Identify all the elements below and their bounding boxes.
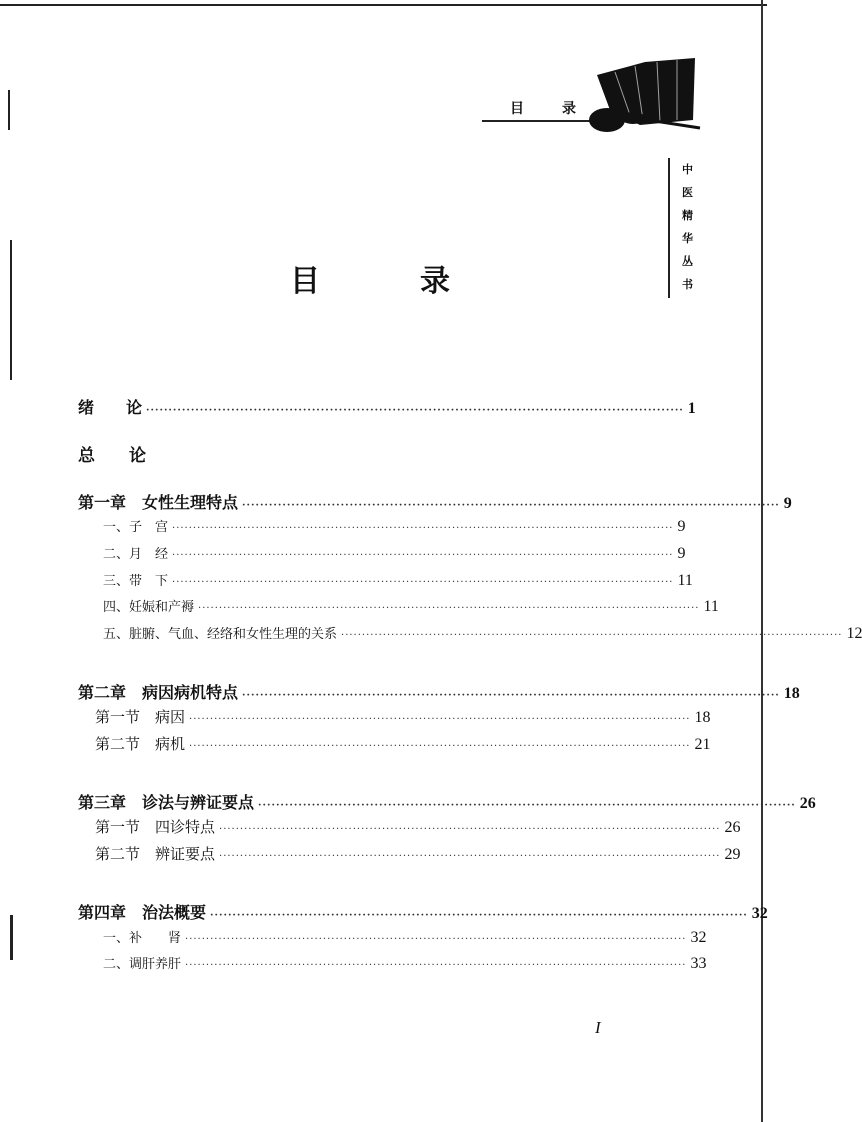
toc-entry-label: 二、调肝养肝 bbox=[103, 957, 182, 972]
toc-entry-page: 26 bbox=[724, 819, 741, 836]
toc-entry-page: 9 bbox=[677, 545, 686, 562]
dot-leader: ························································································································ bbox=[172, 523, 674, 534]
series-name-vertical bbox=[668, 158, 693, 298]
scan-edge-mark bbox=[10, 915, 13, 960]
title-char: 目 bbox=[290, 264, 320, 299]
toc-entry-page: 29 bbox=[724, 846, 741, 863]
toc-entry[interactable] bbox=[103, 570, 693, 590]
toc-entry[interactable] bbox=[103, 543, 686, 563]
dot-leader: ························································································································ bbox=[189, 714, 691, 725]
toc-entry-page: 21 bbox=[694, 736, 711, 753]
page-top-border bbox=[0, 4, 767, 6]
toc-entry-label: 三、带 下 bbox=[103, 574, 169, 589]
toc-entry-label: 第一章 女性生理特点 bbox=[78, 493, 239, 512]
toc-entry-label: 第二节 病机 bbox=[95, 735, 186, 753]
series-char: 丛 bbox=[682, 255, 693, 268]
series-char: 中 bbox=[682, 163, 693, 176]
dot-leader: ························································································································ bbox=[341, 630, 843, 641]
toc-entry-page: 18 bbox=[783, 685, 800, 702]
toc-entry[interactable] bbox=[103, 953, 707, 973]
toc-entry-label: 二、月 经 bbox=[103, 547, 169, 562]
series-char: 书 bbox=[682, 278, 693, 291]
series-char: 医 bbox=[682, 186, 693, 199]
dot-leader: ························································································································ bbox=[210, 910, 748, 921]
toc-entry[interactable] bbox=[95, 733, 711, 754]
series-char: 华 bbox=[682, 232, 693, 245]
toc-entry[interactable] bbox=[95, 706, 711, 727]
page-right-border bbox=[761, 0, 763, 1122]
toc-entry-page: 9 bbox=[783, 495, 792, 512]
toc-entry[interactable] bbox=[103, 596, 719, 616]
dot-leader: ························································································································ bbox=[146, 405, 684, 416]
toc-entry-page: 33 bbox=[690, 955, 707, 972]
page-number: I bbox=[595, 1018, 601, 1037]
toc-entry[interactable] bbox=[103, 927, 707, 947]
toc-entry-page: 32 bbox=[751, 905, 768, 922]
toc-entry[interactable] bbox=[95, 843, 741, 864]
toc-entry-label: 四、妊娠和产褥 bbox=[103, 600, 195, 615]
header-char: 录 bbox=[562, 101, 576, 117]
toc-section-heading: 总 论 bbox=[78, 446, 146, 466]
header-char: 目 bbox=[510, 101, 524, 117]
dot-leader: ························································································································ bbox=[219, 824, 721, 835]
toc-entry-page: 12 bbox=[846, 625, 862, 642]
toc-entry-label: 第四章 治法概要 bbox=[78, 903, 207, 922]
toc-entry-label: 第三章 诊法与辨证要点 bbox=[78, 793, 255, 812]
toc-entry-page: 26 bbox=[799, 795, 816, 812]
dot-leader: ························································································································ bbox=[185, 934, 687, 945]
toc-entry[interactable] bbox=[78, 395, 696, 418]
running-header bbox=[482, 100, 597, 122]
toc-entry-label: 第二章 病因病机特点 bbox=[78, 683, 239, 702]
dot-leader: ························································································································ bbox=[198, 603, 700, 614]
dot-leader: ························································································································ bbox=[189, 741, 691, 752]
toc-entry-page: 11 bbox=[703, 598, 719, 615]
dot-leader: ························································································································ bbox=[219, 851, 721, 862]
dot-leader: ························································································································ bbox=[242, 500, 780, 511]
toc-entry-label: 第一节 四诊特点 bbox=[95, 818, 216, 836]
toc-entry[interactable] bbox=[78, 680, 800, 703]
toc-entry-label: 一、子 宫 bbox=[103, 520, 169, 535]
toc-entry[interactable] bbox=[103, 516, 686, 536]
scan-edge-mark bbox=[10, 240, 12, 380]
toc-entry-label: 第二节 辨证要点 bbox=[95, 845, 216, 863]
title-char: 录 bbox=[420, 264, 450, 299]
toc-entry-page: 18 bbox=[694, 709, 711, 726]
toc-entry-label: 一、补 肾 bbox=[103, 931, 182, 946]
page-title bbox=[290, 256, 450, 300]
scan-edge-mark bbox=[8, 90, 10, 130]
toc-entry-page: 11 bbox=[677, 572, 693, 589]
toc-entry-label: 第一节 病因 bbox=[95, 708, 186, 726]
dot-leader: ························································································································ bbox=[242, 690, 780, 701]
dot-leader: ························································································································ bbox=[172, 550, 674, 561]
toc-entry-page: 1 bbox=[687, 400, 696, 417]
toc-entry-page: 9 bbox=[677, 518, 686, 535]
series-char: 精 bbox=[682, 209, 693, 222]
toc-entry-page: 32 bbox=[690, 929, 707, 946]
toc-entry[interactable] bbox=[103, 623, 862, 643]
toc-entry-label: 绪 论 bbox=[78, 398, 143, 417]
dot-leader: ························································································································ bbox=[258, 800, 796, 811]
toc-entry[interactable] bbox=[95, 816, 741, 837]
toc-entry[interactable] bbox=[78, 900, 768, 923]
toc-entry[interactable] bbox=[78, 490, 792, 513]
dot-leader: ························································································································ bbox=[172, 577, 674, 588]
dot-leader: ························································································································ bbox=[185, 960, 687, 971]
toc-entry-label: 五、脏腑、气血、经络和女性生理的关系 bbox=[103, 627, 338, 642]
toc-entry[interactable] bbox=[78, 790, 816, 813]
fan-ornament-icon bbox=[585, 50, 700, 130]
